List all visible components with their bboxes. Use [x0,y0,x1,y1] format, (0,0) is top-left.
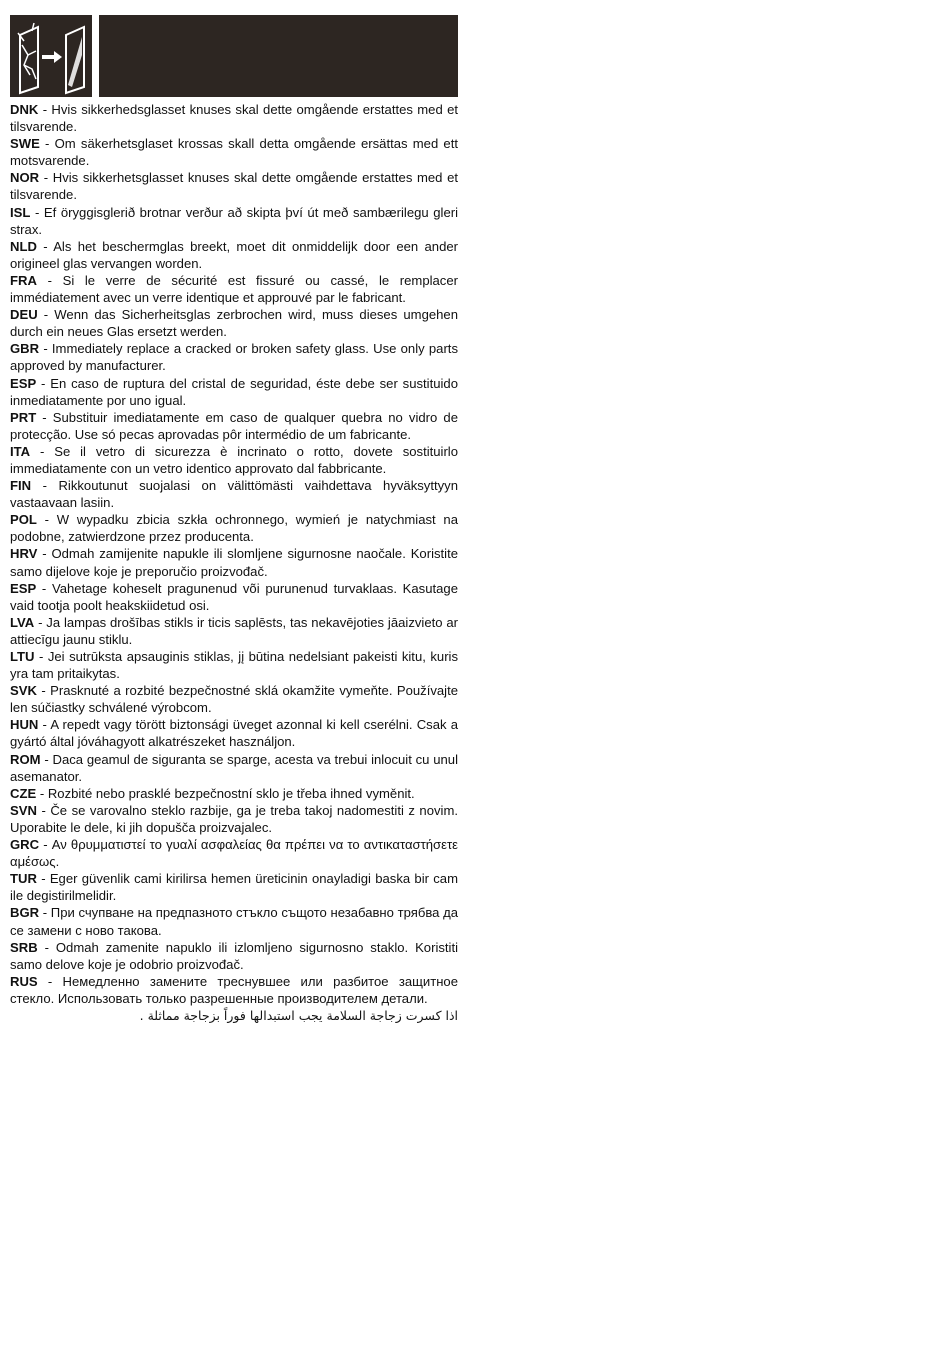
notice-isl: ISL - Ef öryggisglerið brotnar verður að skipta því út með sambærilegu gleri strax. [10,204,458,237]
notice-rom: ROM - Daca geamul de siguranta se sparge, acesta va trebui inlocuit cu unul asemanator. [10,751,458,784]
notice-svk: SVK - Prasknuté a rozbité bezpečnostné sklá okamžite vymeňte. Používajte len súčiastky schválené výrobcom. [10,683,459,716]
title-bar [99,15,458,97]
notice-grc: GRC - Αν θρυμματιστεί το γυαλί ασφαλείας θα πρέπει να το αντικαταστήσετε αμέσως. [10,837,458,870]
notice-hrv: HRV - Odmah zamijenite napukle ili slomljene sigurnosne naočale. Koristite samo dijelove koje je preporučio proizvođač. [10,546,458,579]
notice-swe: SWE - Om säkerhetsglaset krossas skall detta omgående ersättas med ett motsvarende. [10,136,458,169]
notice-est: ESP - Vahetage koheselt pragunenud või purunenud turvaklaas. Kasutage vaid tootja poolt heakskiidetud osi. [10,580,458,613]
notice-nld: NLD - Als het beschermglas breekt, moet dit onmiddelijk door een ander origineel glas vervangen worden. [10,238,458,271]
notice-dnk: DNK - Hvis sikkerhedsglasset knuses skal dette omgående erstattes med et tilsvarende. [10,102,458,135]
notice-ita: ITA - Se il vetro di sicurezza è incrinato o rotto, dovete sostituirlo immediatamente con un vetro identico approvato dal fabbricante. [10,443,458,476]
notice-arabic: اذا كسرت زجاجة السلامة يجب استبدالها فوراً بزجاجة مماثلة . [139,1007,458,1023]
notice-deu: DEU - Wenn das Sicherheitsglas zerbrochen wird, muss dieses umgehen durch ein neues Glas ersetzt werden. [10,307,458,340]
notice-pol: POL - W wypadku zbicia szkła ochronnego, wymień je natychmiast na podobne, zatwierdzone przez producenta. [10,512,458,545]
notice-gbr: GBR - Immediately replace a cracked or broken safety glass. Use only parts approved by manufacturer. [10,341,458,374]
notice-rus: RUS - Немедленно замените треснувшее или разбитое защитное стекло. Использовать только разрешенные производителем детали. [10,973,458,1006]
notice-fra: FRA - Si le verre de sécurité est fissuré ou cassé, le remplacer immédiatement avec un verre identique et approuvé par le fabricant. [10,272,458,306]
notice-fin: FIN - Rikkoutunut suojalasi on välittömästi vaihdettava hyväksyttyyn vastaavaan lasiin. [10,478,458,511]
notice-esp: ESP - En caso de ruptura del cristal de seguridad, éste debe ser sustituido inmediatamente por uno igual. [10,375,458,408]
notice-nor: NOR - Hvis sikkerhetsglasset knuses skal dette omgående erstattes med et tilsvarende. [10,170,459,203]
safety-notices [10,101,458,1024]
notice-svn: SVN - Če se varovalno steklo razbije, ga je treba takoj nadomestiti z novim. Uporabite le dele, ki jih dopušča proizvajalec. [10,802,459,835]
notice-cze: CZE - Rozbité nebo prasklé bezpečnostní sklo je třeba ihned vyměnit. [10,785,415,801]
broken-glass-replace-icon [10,15,92,97]
notice-prt: PRT - Substituir imediatamente em caso de qualquer quebra no vidro de protecção. Use só pecas aprovadas pôr intermédio de um fabricante. [10,409,459,442]
header [10,15,458,97]
notice-ltu: LTU - Jei sutrūksta apsauginis stiklas, jį būtina nedelsiant pakeisti kitu, kuris yra tam pritaikytas. [10,649,459,682]
notice-hun: HUN - A repedt vagy törött biztonsági üveget azonnal ki kell cserélni. Csak a gyártó által jóváhagyott alkatrészeket használjon. [10,717,458,750]
notice-srb: SRB - Odmah zamenite napuklo ili izlomljeno sigurnosno staklo. Koristiti samo delove koje je odobrio proizvođač. [10,939,458,972]
document-page [10,15,458,1024]
notice-tur: TUR - Eger güvenlik cami kirilirsa hemen üreticinin onayladigi baska bir cam ile degistirilmelidir. [10,871,458,904]
notice-lva: LVA - Ja lampas drošības stikls ir ticis saplēsts, tas nekavējoties jāaizvieto ar attiecīgu jaunu stiklu. [10,614,458,647]
notice-bgr: BGR - При счупване на предпазното стъкло същото незабавно трябва да се замени с ново такова. [10,905,459,938]
